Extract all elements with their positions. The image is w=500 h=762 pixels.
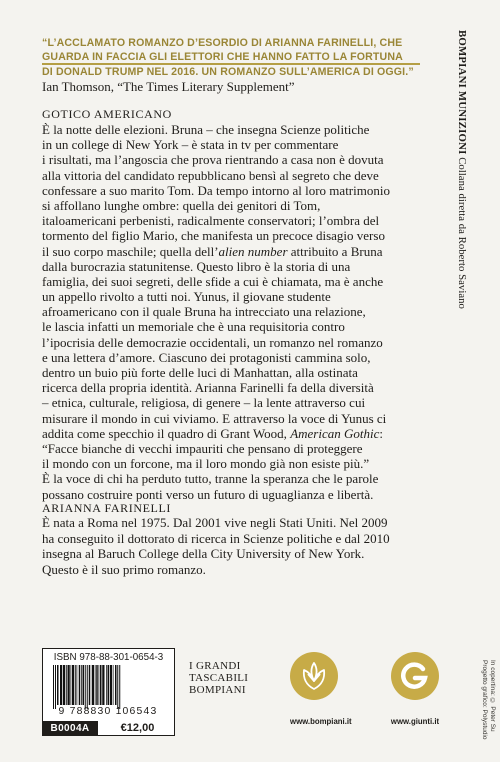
synopsis-line	[42, 319, 442, 334]
barcode-bar	[60, 665, 62, 705]
synopsis-line	[42, 365, 442, 380]
author-title: ARIANNA FARINELLI	[42, 501, 171, 515]
quote-attribution: Ian Thomson, “The Times Literary Supplement”	[42, 79, 295, 94]
synopsis-line	[42, 395, 442, 410]
synopsis-line	[42, 380, 442, 395]
synopsis-line-text: i risultati, ma l’angoscia che prova rientrando a casa non è dovuta	[42, 152, 384, 168]
press-quote-line: “L’ACCLAMATO ROMANZO D’ESORDIO DI ARIANNA FARINELLI, CHE	[42, 37, 403, 49]
synopsis-line	[42, 411, 442, 426]
giunti-website: www.giunti.it	[390, 717, 440, 726]
barcode-bar	[110, 665, 112, 705]
barcode-bar	[63, 665, 65, 705]
synopsis-line	[42, 426, 442, 441]
barcode-bar	[87, 665, 88, 709]
synopsis-line-text: È la voce di chi ha perduto tutto, tranne la speranza che le parole	[42, 471, 379, 487]
synopsis-line-text: ricerca della propria identità. Arianna Farinelli fa della diversità	[42, 380, 374, 396]
synopsis-line-text: addita come specchio il quadro di Grant Wood,	[42, 425, 291, 441]
synopsis-line-text: e una lettera d’amore. Ciascuno dei protagonisti cammina solo,	[42, 349, 371, 365]
press-quote-line: GUARDA IN FACCIA GLI ELETTORI CHE HANNO FATTO LA FORTUNA	[42, 51, 403, 64]
synopsis-line	[42, 244, 442, 259]
barcode-image	[50, 665, 168, 709]
cover-credit-design: Progetto grafico: Polystudio	[481, 660, 488, 740]
synopsis-line-text: in un college di New York – è stata in tv per commentare	[42, 137, 339, 153]
synopsis-line-text: :	[379, 425, 383, 441]
synopsis-line-text: l’ipocrisia delle democrazie occidentali, un romanzo nel romanzo	[42, 334, 383, 350]
barcode-digits: 9 788830 106543	[58, 706, 158, 717]
quote-underline	[42, 63, 420, 65]
synopsis-line	[42, 259, 442, 274]
press-quote-line: DI DONALD TRUMP NEL 2016. UN ROMANZO SULL’AMERICA DI OGGI.”	[42, 65, 414, 78]
synopsis-line	[42, 228, 442, 243]
barcode-bar	[113, 665, 114, 705]
synopsis-line	[42, 274, 442, 289]
barcode-bar	[119, 665, 120, 709]
synopsis-line-text: il mondo con un forcone, ma il loro mondo già non esiste più.”	[42, 456, 370, 472]
synopsis-line-text: È la notte delle elezioni. Bruna – che insegna Scienze politiche	[42, 122, 370, 137]
synopsis-line-text: il suo corpo maschile; quella dell’	[42, 243, 219, 259]
synopsis-line-text: attribuito a Bruna	[287, 243, 383, 259]
barcode-bar	[115, 665, 117, 705]
synopsis-line	[42, 471, 442, 486]
barcode-bar	[55, 665, 56, 709]
synopsis-italic-title: alien number	[218, 243, 288, 259]
synopsis-line	[42, 213, 442, 228]
synopsis-line-text: afroamericano con il quale Bruna ha intrecciato una relazione,	[42, 304, 366, 320]
synopsis-line-text: alla vittoria del candidato repubblicano bensì al segreto che deve	[42, 167, 379, 183]
barcode-bar	[72, 665, 74, 705]
series-name: BOMPIANI MUNIZIONI	[456, 30, 468, 155]
barcode-bar	[99, 665, 100, 705]
synopsis-line	[42, 350, 442, 365]
synopsis-line	[42, 168, 442, 183]
synopsis-text	[42, 122, 442, 502]
synopsis-line-text: confessare a suo marito Tom. Da tempo intorno al loro matrimonio	[42, 182, 390, 198]
synopsis-line	[42, 335, 442, 350]
synopsis-line-text: le lascia infatti un memoriale che è una requisitoria contro	[42, 319, 345, 335]
author-bio	[42, 515, 442, 577]
synopsis-line-text: un appello rivolto a tutti noi. Yunus, il giovane studente	[42, 289, 331, 305]
barcode-bar	[66, 665, 67, 705]
author-bio-line: ha conseguito il dottorato di ricerca in Scienze politiche e dal 2010	[42, 530, 390, 546]
synopsis-line	[42, 487, 442, 502]
barcode-bar	[89, 665, 91, 705]
series-mark	[189, 660, 259, 696]
synopsis-line	[42, 137, 442, 152]
barcode-bar	[108, 665, 110, 705]
product-code-badge: B0004A	[42, 721, 98, 736]
barcode-bar	[77, 665, 78, 705]
cover-credits	[476, 660, 496, 755]
series-mark-line: I GRANDI	[189, 660, 241, 672]
synopsis-line-text: “Facce bianche di vecchi impauriti che pensano di proteggere	[42, 440, 363, 456]
synopsis-line-text: possano costruire ponti verso un futuro di uguaglianza e libertà.	[42, 486, 374, 502]
series-mark-line: BOMPIANI	[189, 684, 246, 696]
spine-series-text	[454, 30, 470, 352]
synopsis-line	[42, 456, 442, 471]
synopsis-line-text: dentro un buio più forte delle luci di Manhattan, alla ostinata	[42, 365, 358, 380]
synopsis-line-text: italoamericani perbenisti, radicalmente conservatori; l’ombra del	[42, 213, 380, 229]
synopsis-line	[42, 198, 442, 213]
barcode-bar	[95, 665, 96, 705]
synopsis-line-text: famiglia, dei suoi segreti, delle sfide a cui è chiamata, ma è anche	[42, 273, 384, 289]
synopsis-line-text: tormento del figlio Mario, che manifesta un precoce disagio verso	[42, 228, 385, 244]
barcode-bar	[68, 665, 70, 705]
barcode-bar	[57, 665, 59, 705]
synopsis-line	[42, 304, 442, 319]
synopsis-line	[42, 183, 442, 198]
barcode-bar	[75, 665, 76, 705]
barcode-bar	[83, 665, 85, 705]
barcode-bar	[79, 665, 81, 705]
series-mark-line: TASCABILI	[189, 672, 249, 684]
barcode-bar	[85, 665, 86, 709]
author-bio-line: È nata a Roma nel 1975. Dal 2001 vive negli Stati Uniti. Nel 2009	[42, 515, 388, 530]
barcode-bar	[100, 665, 102, 705]
synopsis-line-text: si affollano lunghe ombre: quella dei genitori di Tom,	[42, 197, 321, 213]
synopsis-line-text: – etnica, culturale, religiosa, di genere – la lente attraverso cui	[42, 395, 366, 411]
barcode-bar	[96, 665, 98, 705]
barcode-bar	[102, 665, 104, 705]
barcode-bar	[106, 665, 107, 705]
synopsis-line-text: misurare il mondo in cui viviamo. E attraverso la voce di Yunus ci	[42, 410, 387, 426]
synopsis-title: GOTICO AMERICANO	[42, 107, 172, 121]
barcode-bar	[53, 665, 54, 709]
barcode-bar	[81, 665, 82, 705]
price: €12,00	[120, 722, 155, 734]
giunti-g-icon	[391, 652, 439, 700]
synopsis-line-text: dalla burocrazia statunitense. Questo libro è la storia di una	[42, 258, 351, 274]
synopsis-line	[42, 122, 442, 137]
synopsis-italic-title: American Gothic	[290, 425, 380, 441]
barcode-bar	[92, 665, 94, 705]
isbn-label: ISBN 978-88-301-0654-3	[53, 652, 164, 663]
bompiani-website: www.bompiani.it	[290, 717, 352, 726]
synopsis-line	[42, 152, 442, 167]
series-editor: Collana diretta da Roberto Saviano	[456, 157, 468, 309]
author-bio-line: Questo è il suo primo romanzo.	[42, 561, 206, 577]
press-quote	[42, 36, 428, 79]
cover-credit-photo: In copertina: © Peter Su	[489, 660, 496, 732]
bompiani-flower-icon	[290, 652, 338, 700]
barcode-bar	[117, 665, 118, 709]
synopsis-line	[42, 441, 442, 456]
author-bio-line: insegna al Baruch College della City University of New York.	[42, 546, 365, 561]
synopsis-line	[42, 289, 442, 304]
barcode-bar	[71, 665, 72, 705]
